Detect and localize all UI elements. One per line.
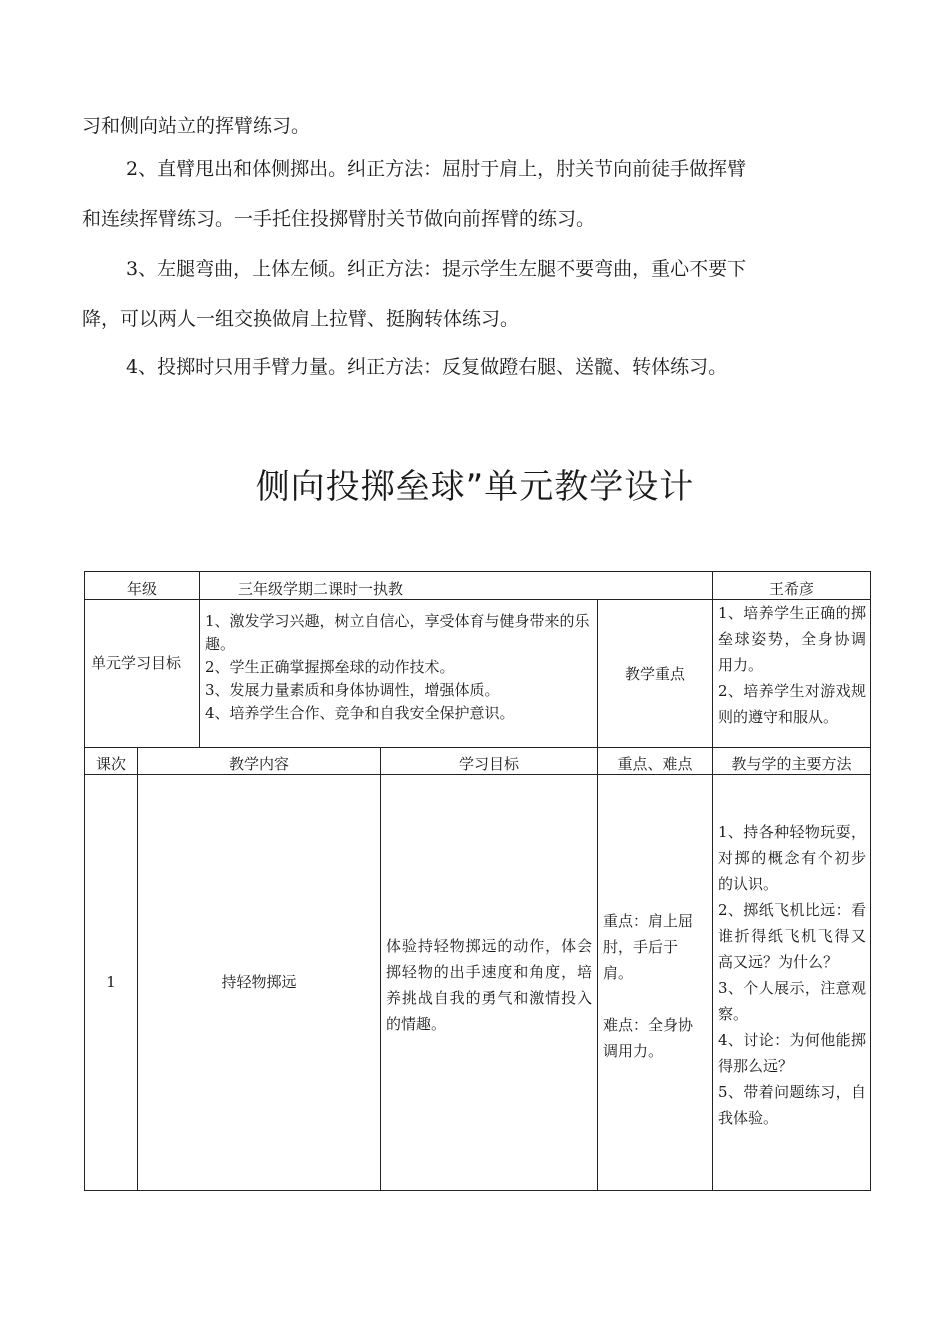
- teaching-focus-label: 教学重点: [624, 665, 685, 683]
- teaching-focus-item: 2、培养学生对游戏规则的遵守和服从。: [718, 682, 866, 726]
- unit-goal-list: [205, 610, 591, 725]
- method-item: 1、持各种轻物玩耍，对掷的概念有个初步的认识。: [718, 823, 866, 893]
- unit-goal-item: 1、激发学习兴趣，树立自信心，享受体育与健身带来的乐趣。: [205, 612, 590, 653]
- paragraph-3: 和连续挥臂练习。一手托住投掷臂肘关节做向前挥臂的练习。: [82, 208, 596, 230]
- lesson-content: 持轻物掷远: [221, 973, 297, 991]
- lesson-objective: 体验持轻物掷远的动作，体会掷轻物的出手速度和角度，培养挑战自我的勇气和激情投入的情趣。: [386, 937, 592, 1033]
- table-border-right: [870, 571, 871, 1191]
- table-rule: [199, 571, 200, 747]
- table-border-bottom: [84, 1190, 871, 1191]
- unit-goal-item: 3、发展力量素质和身体协调性，增强体质。: [205, 681, 500, 699]
- paragraph-6: 4、投掷时只用手臂力量。纠正方法：反复做蹬右腿、送髋、转体练习。: [126, 356, 728, 378]
- difficulty-point: 难点：全身协调用力。: [603, 1016, 694, 1060]
- method-item: 4、讨论：为何他能掷得那么远？: [718, 1031, 866, 1075]
- spacer: [603, 986, 707, 1012]
- table-border-top: [84, 571, 871, 572]
- table-rule: [137, 747, 138, 1191]
- header-content: 教学内容: [228, 755, 289, 773]
- unit-goal-item: 2、学生正确掌握掷垒球的动作技术。: [205, 658, 455, 676]
- method-item: 3、个人展示，注意观察。: [718, 979, 866, 1023]
- table-rule: [712, 747, 713, 1191]
- table-rule: [380, 747, 381, 1191]
- header-methods: 教与学的主要方法: [731, 755, 852, 773]
- table-border-left: [84, 571, 85, 1191]
- lesson-key-points: [603, 908, 707, 1064]
- header-lesson: 课次: [95, 755, 126, 773]
- key-point: 重点：肩上屈肘，手后于肩。: [603, 912, 694, 982]
- header-key-points: 重点、难点: [617, 755, 693, 773]
- paragraph-5: 降，可以两人一组交换做肩上拉臂、挺胸转体练习。: [82, 308, 520, 330]
- teacher-name: 王希彦: [768, 580, 814, 598]
- lesson-methods: [718, 819, 866, 1131]
- unit-goal-item: 4、培养学生合作、竞争和自我安全保护意识。: [205, 704, 515, 722]
- table-rule: [84, 747, 871, 748]
- unit-goal-label: 单元学习目标: [91, 654, 182, 672]
- lesson-number: 1: [106, 973, 116, 991]
- grade-label: 年级: [126, 580, 157, 598]
- table-rule: [597, 747, 598, 1191]
- document-title: 侧向投掷垒球”单元教学设计: [255, 467, 695, 507]
- teaching-focus-list: [718, 600, 866, 730]
- paragraph-1: 习和侧向站立的挥臂练习。: [82, 115, 311, 137]
- grade-value: 三年级学期二课时一执教: [238, 580, 404, 598]
- method-item: 2、掷纸飞机比远：看谁折得纸飞机飞得又高又远？为什么？: [718, 901, 866, 971]
- paragraph-2: 2、直臂甩出和体侧掷出。纠正方法：屈肘于肩上，肘关节向前徒手做挥臂: [126, 158, 747, 180]
- method-item: 5、带着问题练习，自我体验。: [718, 1083, 866, 1127]
- header-objective: 学习目标: [458, 755, 519, 773]
- teaching-focus-item: 1、培养学生正确的掷垒球姿势，全身协调用力。: [718, 604, 866, 674]
- paragraph-4: 3、左腿弯曲，上体左倾。纠正方法：提示学生左腿不要弯曲，重心不要下: [126, 258, 747, 280]
